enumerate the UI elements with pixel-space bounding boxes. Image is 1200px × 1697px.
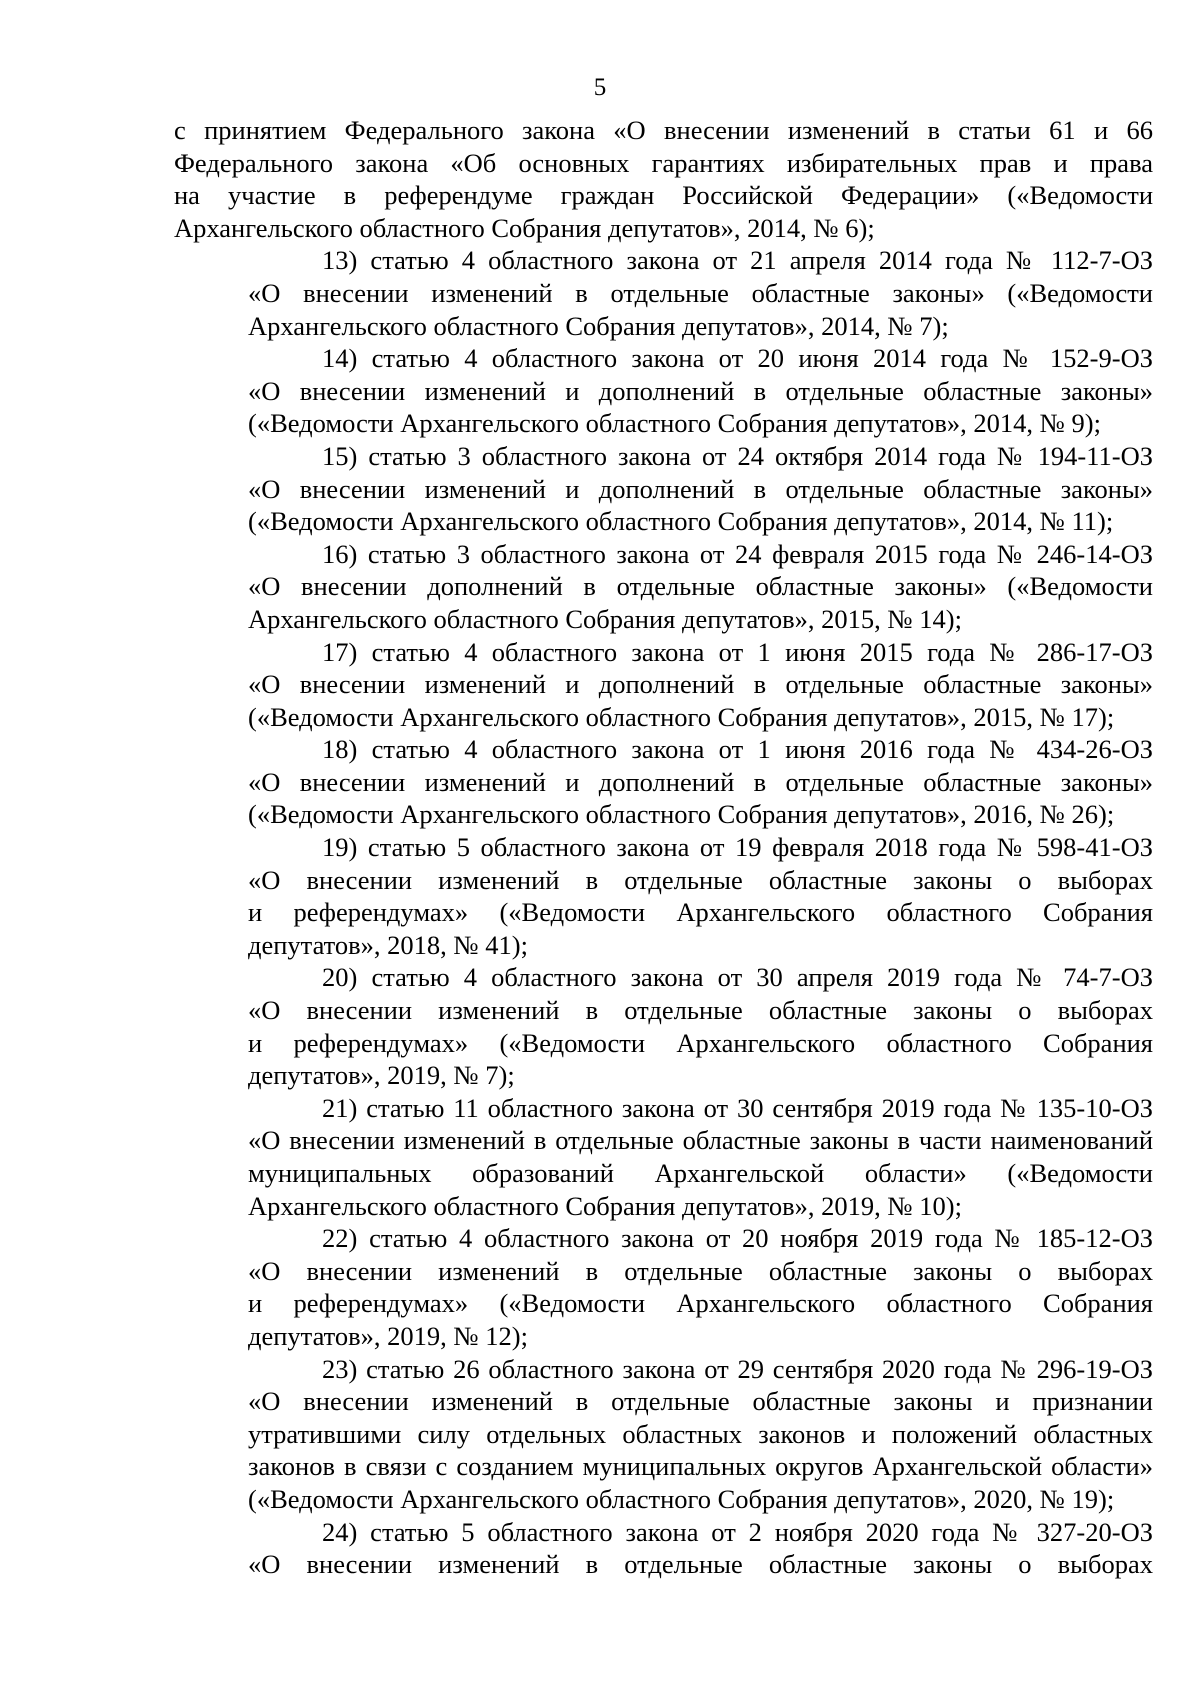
document-body	[174, 114, 1153, 1581]
text-line: 19) статью 5 областного закона от 19 февраля 2018 года № 598-41-ОЗ	[322, 832, 1153, 863]
text-line: 23) статью 26 областного закона от 29 сентября 2020 года № 296-19-ОЗ	[322, 1353, 1153, 1384]
text-line: («Ведомости Архангельского областного Собрания депутатов», 2014, № 11);	[248, 506, 1114, 537]
text-line: 15) статью 3 областного закона от 24 октября 2014 года № 194-11-ОЗ	[322, 440, 1153, 471]
text-line: «О внесении изменений и дополнений в отдельные областные законы»	[248, 375, 1153, 406]
text-line: «О внесении изменений в отдельные областные законы в части наименований	[248, 1125, 1153, 1156]
text-line: Архангельского областного Собрания депутатов», 2015, № 14);	[248, 603, 962, 634]
text-line: 17) статью 4 областного закона от 1 июня 2015 года № 286-17-ОЗ	[322, 636, 1153, 667]
text-line: депутатов», 2018, № 41);	[248, 929, 528, 960]
text-line: «О внесении изменений в отдельные областные законы о выборах	[248, 864, 1153, 895]
text-line: «О внесении изменений и дополнений в отдельные областные законы»	[248, 669, 1153, 700]
text-line: и референдумах» («Ведомости Архангельского областного Собрания	[248, 1288, 1153, 1319]
text-line: утратившими силу отдельных областных законов и положений областных	[248, 1418, 1153, 1449]
text-line: «О внесении изменений в отдельные областные законы о выборах	[248, 1255, 1153, 1286]
text-line: («Ведомости Архангельского областного Собрания депутатов», 2016, № 26);	[248, 799, 1115, 830]
list-item	[174, 342, 1153, 440]
text-line: и референдумах» («Ведомости Архангельского областного Собрания	[248, 1027, 1153, 1058]
text-line: 13) статью 4 областного закона от 21 апреля 2014 года № 112-7-ОЗ	[322, 245, 1153, 276]
text-line: 18) статью 4 областного закона от 1 июня 2016 года № 434-26-ОЗ	[322, 734, 1153, 765]
text-line: Архангельского областного Собрания депутатов», 2014, № 6);	[174, 212, 875, 243]
text-line: «О внесении изменений в отдельные областные законы о выборах	[248, 995, 1153, 1026]
text-line: депутатов», 2019, № 12);	[248, 1320, 528, 1351]
page-number: 5	[593, 74, 607, 101]
list-item	[174, 538, 1153, 636]
text-line: Архангельского областного Собрания депутатов», 2014, № 7);	[248, 310, 949, 341]
list-item	[174, 1092, 1153, 1222]
list-item	[174, 1353, 1153, 1516]
list-item	[174, 1516, 1153, 1581]
text-line: «О внесении изменений и дополнений в отдельные областные законы»	[248, 473, 1153, 504]
text-line: депутатов», 2019, № 7);	[248, 1060, 515, 1091]
text-line: 21) статью 11 областного закона от 30 сентября 2019 года № 135-10-ОЗ	[322, 1092, 1153, 1123]
list-item	[174, 440, 1153, 538]
list-item	[174, 831, 1153, 961]
text-line: «О внесении изменений в отдельные областные законы» («Ведомости	[248, 277, 1153, 308]
intro-paragraph	[174, 114, 1153, 244]
list-item	[174, 244, 1153, 342]
text-line: «О внесении изменений и дополнений в отдельные областные законы»	[248, 766, 1153, 797]
list-item	[174, 636, 1153, 734]
text-line: («Ведомости Архангельского областного Собрания депутатов», 2014, № 9);	[248, 408, 1101, 439]
text-line: «О внесении изменений в отдельные областные законы и признании	[248, 1386, 1153, 1417]
text-line: законов в связи с созданием муниципальных округов Архангельской области»	[248, 1451, 1153, 1482]
text-line: Архангельского областного Собрания депутатов», 2019, № 10);	[248, 1190, 962, 1221]
list-item	[174, 1222, 1153, 1352]
text-line: Федерального закона «Об основных гарантиях избирательных прав и права	[174, 147, 1153, 178]
text-line: и референдумах» («Ведомости Архангельского областного Собрания	[248, 897, 1153, 928]
text-line: («Ведомости Архангельского областного Собрания депутатов», 2015, № 17);	[248, 701, 1115, 732]
list-item	[174, 961, 1153, 1091]
text-line: 20) статью 4 областного закона от 30 апреля 2019 года № 74-7-ОЗ	[322, 962, 1153, 993]
text-line: 24) статью 5 областного закона от 2 ноября 2020 года № 327-20-ОЗ	[322, 1516, 1153, 1547]
text-line: на участие в референдуме граждан Российской Федерации» («Ведомости	[174, 180, 1153, 211]
text-line: «О внесении дополнений в отдельные областные законы» («Ведомости	[248, 571, 1153, 602]
text-line: с принятием Федерального закона «О внесении изменений в статьи 61 и 66	[174, 115, 1153, 145]
list-item	[174, 733, 1153, 831]
text-line: муниципальных образований Архангельской области» («Ведомости	[248, 1158, 1153, 1188]
text-line: 22) статью 4 областного закона от 20 ноября 2019 года № 185-12-ОЗ	[322, 1223, 1153, 1254]
text-line: 16) статью 3 областного закона от 24 февраля 2015 года № 246-14-ОЗ	[322, 538, 1153, 569]
text-line: «О внесении изменений в отдельные областные законы о выборах	[248, 1549, 1153, 1580]
text-line: 14) статью 4 областного закона от 20 июня 2014 года № 152-9-ОЗ	[322, 343, 1153, 374]
text-line: («Ведомости Архангельского областного Собрания депутатов», 2020, № 19);	[248, 1483, 1115, 1514]
